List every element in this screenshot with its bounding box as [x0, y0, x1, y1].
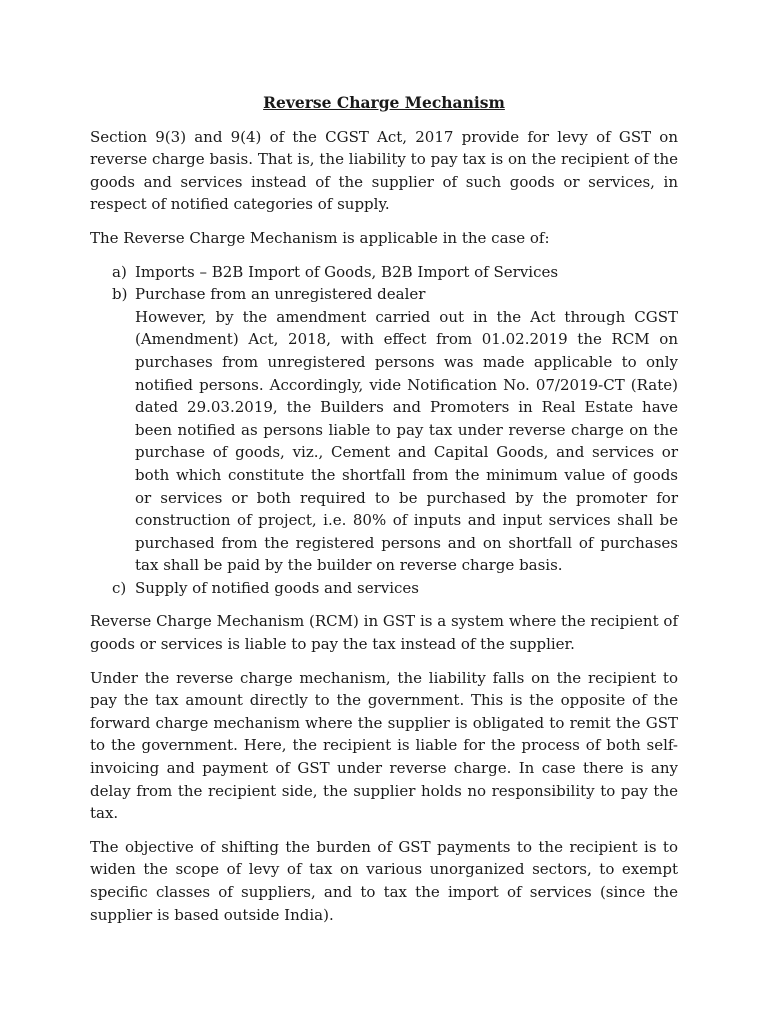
paragraph-liability: Under the reverse charge mechanism, the liability falls on the recipient to pay the tax amount directly to the government. This is the opposite of the forward charge mechanism where the supplier is obligated to remit the GST to the government. Here, the recipient is liable for the process of both self-invoicing and payment of GST under reverse charge. In case there is any delay from the recipient side, the supplier holds no responsibility to pay the tax. [90, 668, 678, 823]
list-item-text: Imports – B2B Import of Goods, B2B Import of Services [135, 262, 559, 281]
paragraph-rcm-definition: Reverse Charge Mechanism (RCM) in GST is a system where the recipient of goods or services is liable to pay the tax instead of the supplier. [90, 612, 678, 654]
paragraph-objective: The objective of shifting the burden of GST payments to the recipient is to widen the scope of levy of tax on various unorganized sectors, to exempt specific classes of suppliers, and to tax the import of services (since the supplier is based outside India). [90, 837, 678, 924]
paragraph-section-9: Section 9(3) and 9(4) of the CGST Act, 2017 provide for levy of GST on reverse charge basis. That is, the liability to pay tax is on the recipient of the goods and services instead of the supplier of such goods or services, in respect of notified categories of supply. [90, 127, 678, 214]
document-title: Reverse Charge Mechanism [263, 93, 505, 112]
list-marker: a) [112, 262, 127, 281]
list-intro: The Reverse Charge Mechanism is applicable in the case of: [90, 228, 550, 247]
list-item-b [90, 283, 678, 577]
document-page [90, 92, 678, 937]
list-item-note: However, by the amendment carried out in the Act through CGST (Amendment) Act, 2018, with effect from 01.02.2019 the RCM on purchases from unregistered persons was made applicable to only notified persons. Accordingly, vide Notification No. 07/2019-CT (Rate) dated 29.03.2019, the Builders and Promoters in Real Estate have been notified as persons liable to pay tax under reverse charge on the purchase of goods, viz., Cement and Capital Goods, and services or both which constitute the shortfall from the minimum value of goods or services or both required to be purchased by the promoter for construction of project, i.e. 80% of inputs and input services shall be purchased from the registered persons and on shortfall of purchases tax shall be paid by the builder on reverse charge basis. [135, 307, 678, 575]
list-marker: b) [112, 285, 128, 304]
list-item-a [90, 261, 678, 284]
list-item-text: Purchase from an unregistered dealer [135, 285, 426, 304]
applicability-list [90, 261, 678, 600]
list-marker: c) [112, 578, 127, 597]
list-item-text: Supply of notified goods and services [135, 578, 419, 597]
list-item-c [90, 577, 678, 600]
